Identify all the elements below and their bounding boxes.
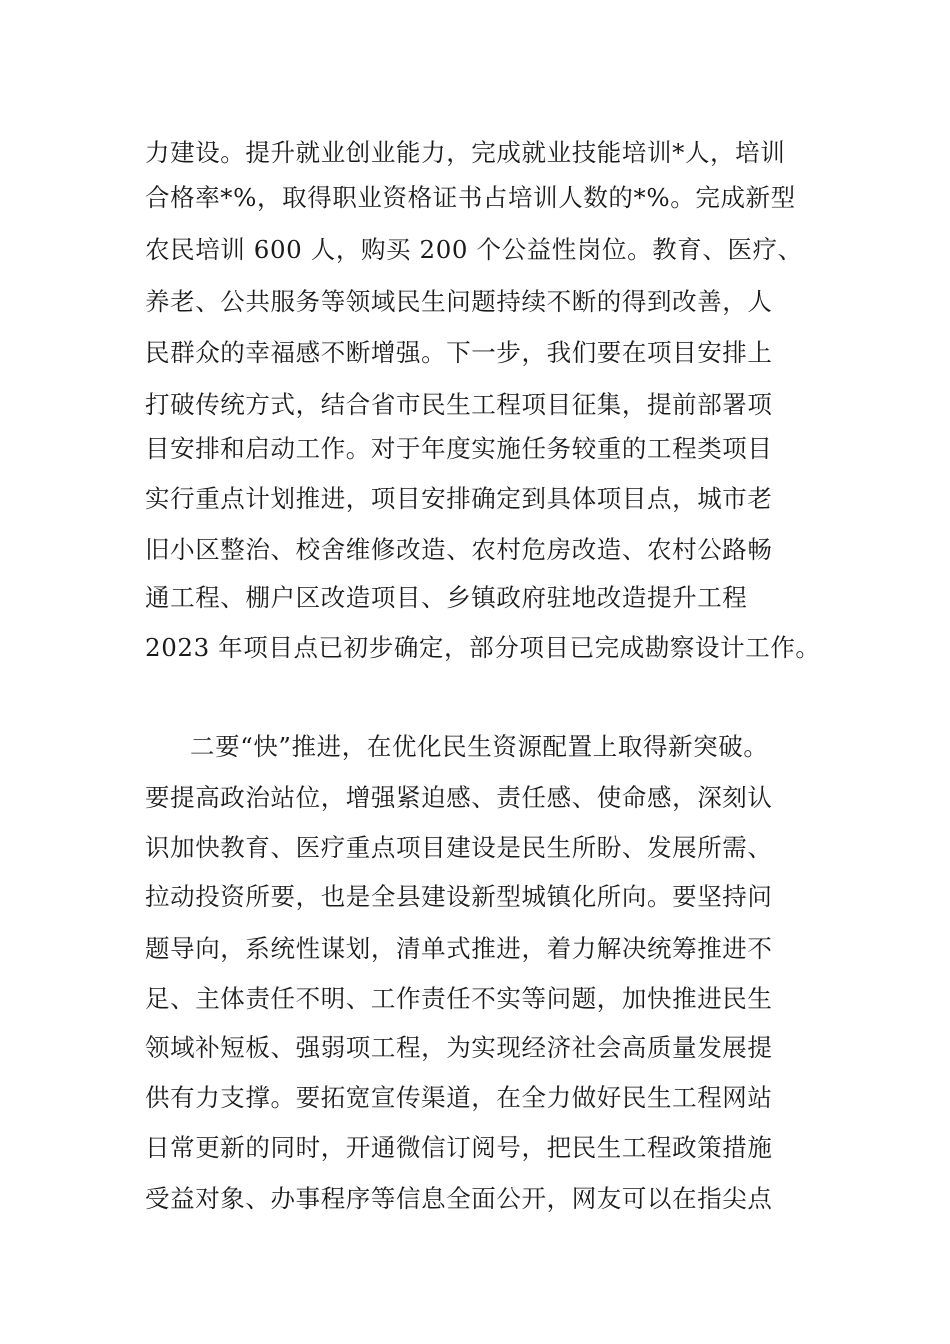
text-line: 识加快教育、医疗重点项目建设是民生所盼、发展所需、 bbox=[145, 833, 773, 862]
text-line: 养老、公共服务等领域民生问题持续不断的得到改善，人 bbox=[145, 287, 773, 316]
text-line: 通工程、棚户区改造项目、乡镇政府驻地改造提升工程 bbox=[145, 583, 748, 612]
text-line: 实行重点计划推进，项目安排确定到具体项目点，城市老 bbox=[145, 484, 773, 513]
text-line: 目安排和启动工作。对于年度实施任务较重的工程类项目 bbox=[145, 434, 773, 463]
text-line: 旧小区整治、校舍维修改造、农村危房改造、农村公路畅 bbox=[145, 535, 773, 564]
text-line: 要提高政治站位，增强紧迫感、责任感、使命感，深刻认 bbox=[145, 783, 773, 812]
text-line: 日常更新的同时，开通微信订阅号，把民生工程政策措施 bbox=[145, 1133, 773, 1162]
text-line: 领域补短板、强弱项工程，为实现经济社会高质量发展提 bbox=[145, 1033, 773, 1062]
text-line: 受益对象、办事程序等信息全面公开，网友可以在指尖点 bbox=[145, 1184, 773, 1213]
text-line: 2023 年项目点已初步确定，部分项目已完成勘察设计工作。 bbox=[145, 633, 821, 662]
text-line: 二要“快”推进，在优化民生资源配置上取得新突破。 bbox=[190, 732, 769, 761]
text-line: 题导向，系统性谋划，清单式推进，着力解决统筹推进不 bbox=[145, 934, 773, 963]
text-line: 民群众的幸福感不断增强。下一步，我们要在项目安排上 bbox=[145, 338, 773, 367]
text-line: 拉动投资所要，也是全县建设新型城镇化所向。要坚持问 bbox=[145, 882, 773, 911]
text-line: 农民培训 600 人，购买 200 个公益性岗位。教育、医疗、 bbox=[145, 235, 803, 264]
text-line: 合格率*%，取得职业资格证书占培训人数的*%。完成新型 bbox=[145, 183, 796, 212]
text-line: 供有力支撑。要拓宽宣传渠道，在全力做好民生工程网站 bbox=[145, 1083, 773, 1112]
text-line: 力建设。提升就业创业能力，完成就业技能培训*人，培训 bbox=[145, 138, 786, 167]
text-line: 足、主体责任不明、工作责任不实等问题，加快推进民生 bbox=[145, 984, 773, 1013]
text-line: 打破传统方式，结合省市民生工程项目征集，提前部署项 bbox=[145, 390, 773, 419]
